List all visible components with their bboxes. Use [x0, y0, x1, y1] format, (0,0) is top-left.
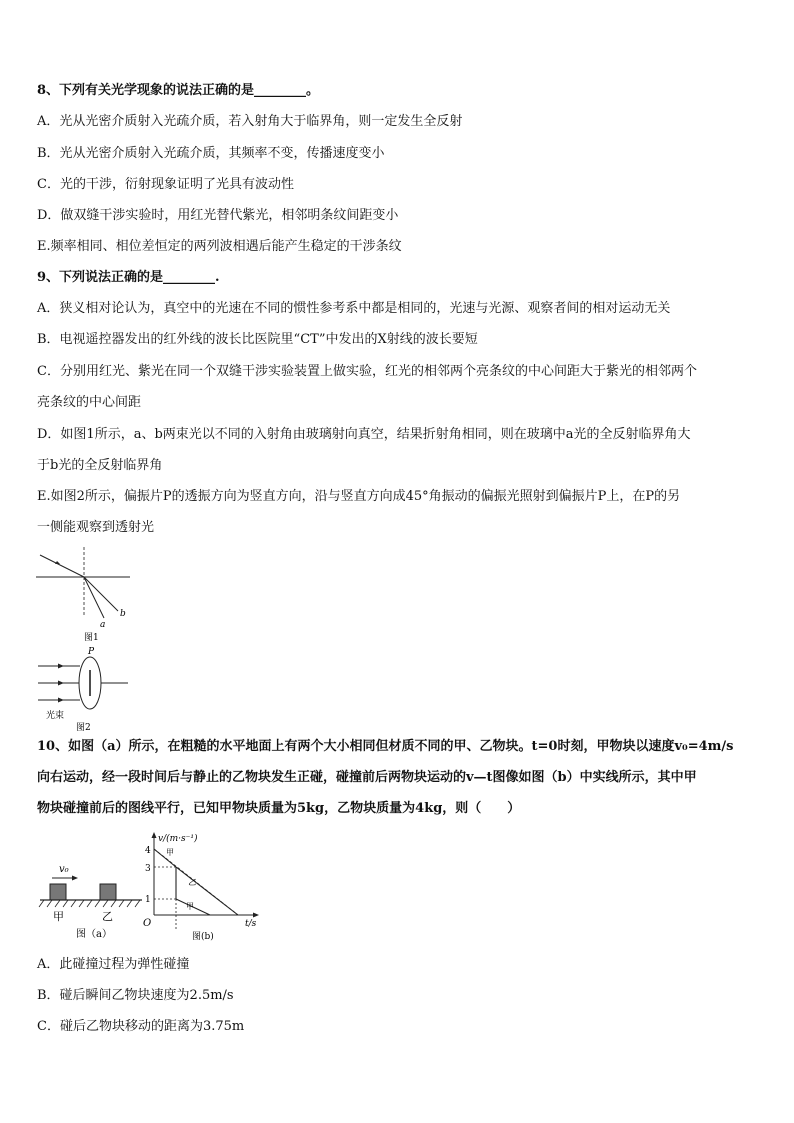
q10-option-c: C．碰后乙物块移动的距离为3.75m — [37, 1019, 245, 1034]
q9-option-c-cont: 亮条纹的中心间距 — [37, 395, 142, 410]
figure-a — [38, 857, 146, 942]
beam-arrow-3 — [58, 698, 64, 703]
v0-label: v₀ — [59, 864, 69, 875]
q9-option-d-cont: 于b光的全反射临界角 — [37, 458, 163, 473]
y-axis-arrow — [152, 832, 157, 838]
q10-stem-line-3: 物块碰撞前后的图线平行，已知甲物块质量为5kg，乙物块质量为4kg，则（ ） — [37, 801, 521, 816]
curve-label-jia-after: 甲 — [186, 902, 194, 911]
q9-option-a: A．狭义相对论认为，真空中的光速在不同的惯性参考系中都是相同的，光速与光源、观察者间的相对运动无关 — [37, 301, 671, 316]
label-b: b — [120, 609, 126, 619]
q9-option-d: D．如图1所示，a、b两束光以不同的入射角由玻璃射向真空，结果折射角相同，则在玻璃中a光的全反射临界角大 — [37, 427, 691, 442]
q8-option-e: E.频率相同、相位差恒定的两列波相遇后能产生稳定的干涉条纹 — [37, 239, 402, 254]
q10-option-a: A．此碰撞过程为弹性碰撞 — [37, 957, 190, 972]
x-axis-arrow — [253, 913, 259, 918]
q8-option-d: D．做双缝干涉实验时，用红光替代紫光，相邻明条纹间距变小 — [37, 208, 399, 223]
block-yi — [100, 884, 116, 900]
q10-stem-line-1: 10、如图（a）所示，在粗糙的水平地面上有两个大小相同但材质不同的甲、乙物块。t=0时刻，甲物块以速度v₀=4m/s — [37, 739, 734, 754]
tick-1: 1 — [145, 895, 151, 905]
q9-option-b: B．电视遥控器发出的红外线的波长比医院里“CT”中发出的X射线的波长要短 — [37, 332, 478, 347]
y-axis-label: v/(m·s⁻¹) — [158, 834, 198, 844]
origin-label: O — [143, 918, 152, 929]
beam-arrow-2 — [58, 681, 64, 686]
label-p: P — [88, 647, 95, 657]
q9-option-e-cont: 一侧能观察到透射光 — [37, 520, 155, 535]
x-axis-label: t/s — [245, 919, 257, 929]
figure-b — [138, 829, 263, 942]
beam-arrow-1 — [58, 664, 64, 669]
incident-ray — [40, 555, 84, 577]
q8-option-c: C．光的干涉，衍射现象证明了光具有波动性 — [37, 177, 294, 192]
block-jia — [50, 884, 66, 900]
velocity-arrow-head — [72, 876, 78, 881]
fig2-caption: 图2 — [76, 723, 91, 733]
q9-stem: 9、下列说法正确的是________. — [37, 270, 220, 285]
figure-2 — [36, 643, 136, 733]
ray-a — [84, 577, 104, 618]
fig-a-caption: 图（a） — [76, 929, 112, 940]
curve-label-yi: 乙 — [188, 878, 196, 887]
tick-4: 4 — [145, 846, 151, 856]
ray-b — [84, 577, 118, 611]
fig1-caption: 图1 — [84, 633, 99, 643]
q8-option-a: A．光从光密介质射入光疏介质，若入射角大于临界角，则一定发生全反射 — [37, 114, 463, 129]
label-jia: 甲 — [53, 910, 64, 923]
q9-option-c: C．分别用红光、紫光在同一个双缝干涉实验装置上做实验，红光的相邻两个亮条纹的中心间距大于紫光的相邻两个 — [37, 364, 697, 379]
tick-3: 3 — [145, 864, 151, 874]
fig-b-caption: 图(b) — [192, 932, 214, 942]
label-a: a — [100, 620, 106, 630]
label-beam: 光束 — [46, 711, 65, 721]
q8-stem: 8、下列有关光学现象的说法正确的是________。 — [37, 83, 320, 98]
q8-option-b: B．光从光密介质射入光疏介质，其频率不变，传播速度变小 — [37, 146, 385, 161]
curve-label-jia: 甲 — [166, 848, 174, 857]
q9-option-e: E.如图2所示，偏振片P的透振方向为竖直方向，沿与竖直方向成45°角振动的偏振光照射到偏振片P上，在P的另 — [37, 489, 681, 504]
ground-hatching — [39, 900, 140, 907]
q10-option-b: B．碰后瞬间乙物块速度为2.5m/s — [37, 988, 234, 1003]
q10-stem-line-2: 向右运动，经一段时间后与静止的乙物块发生正碰，碰撞前后两物块运动的v—t图像如图（b）中实线所示，其中甲 — [37, 770, 697, 785]
label-yi: 乙 — [102, 910, 113, 923]
figure-1 — [36, 545, 132, 643]
